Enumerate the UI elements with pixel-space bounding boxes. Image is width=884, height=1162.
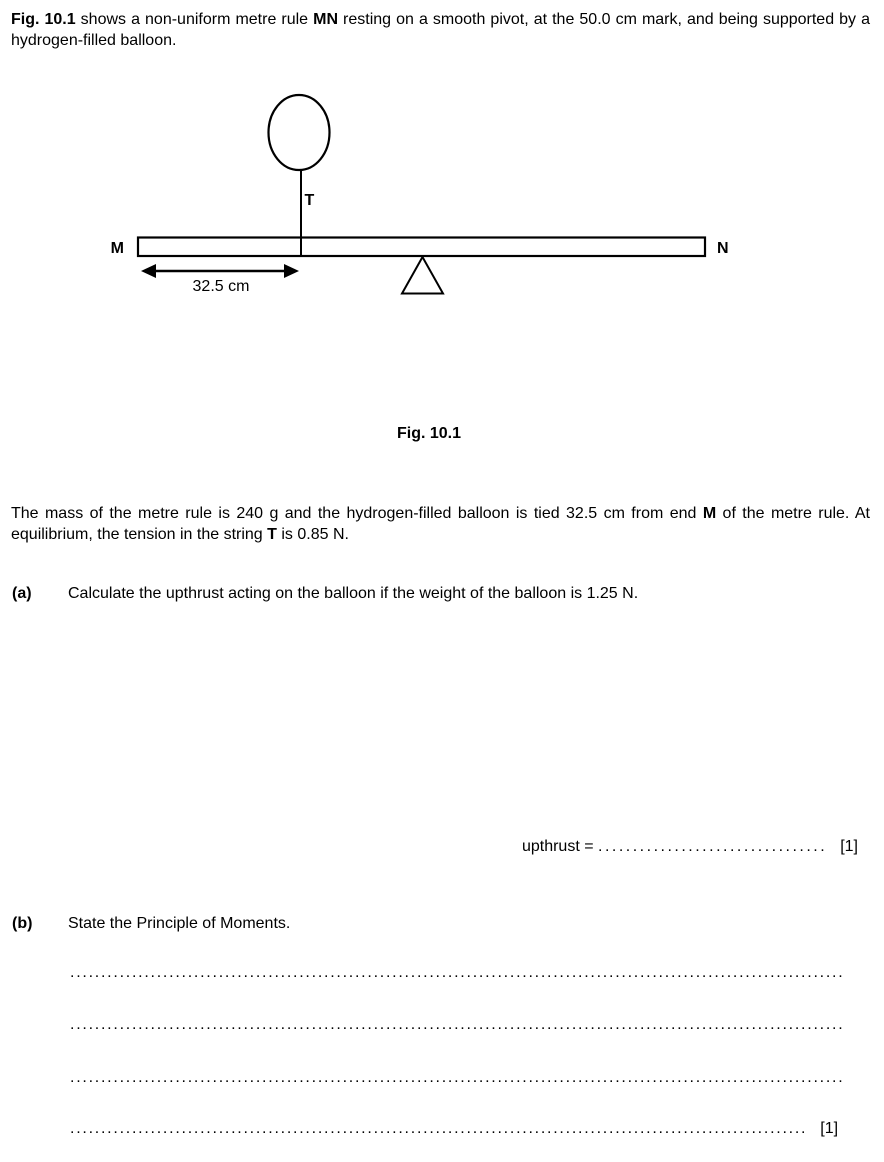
end-n-label: N bbox=[717, 240, 729, 257]
question-a-text: Calculate the upthrust acting on the balloon if the weight of the balloon is 1.25 N. bbox=[68, 585, 639, 602]
end-m-label: M bbox=[110, 240, 124, 257]
details-text-3: is 0.85 N. bbox=[276, 525, 349, 543]
question-b-mark: [1] bbox=[820, 1120, 839, 1137]
answer-line-2-dots: ............................................................................................................................. bbox=[70, 1016, 845, 1033]
intro-text-2: resting on a smooth pivot, at the 50.0 cm mark, and being supported by a hydrogen-filled balloon. bbox=[11, 11, 870, 49]
rule-name: MN bbox=[313, 11, 338, 28]
intro-text-1: shows a non-uniform metre rule bbox=[75, 11, 314, 28]
end-m-reference: M bbox=[702, 505, 717, 522]
answer-line-4 bbox=[70, 1119, 838, 1140]
details-text-1: The mass of the metre rule is 240 g and the hydrogen-filled balloon is tied 32.5 cm from end bbox=[11, 505, 703, 522]
answer-line-1-dots: ............................................................................................................................. bbox=[70, 964, 845, 981]
answer-line-3 bbox=[70, 1068, 844, 1089]
distance-arrowhead-left bbox=[141, 264, 156, 278]
question-b-text: State the Principle of Moments. bbox=[68, 915, 291, 932]
details-paragraph bbox=[11, 504, 870, 545]
figure-reference: Fig. 10.1 bbox=[11, 11, 76, 28]
question-a-mark: [1] bbox=[840, 838, 858, 855]
upthrust-answer-dots: ................................. bbox=[598, 838, 828, 855]
tension-label: T bbox=[304, 192, 315, 209]
question-a-label: (a) bbox=[12, 585, 32, 602]
upthrust-answer-prefix: upthrust = bbox=[521, 838, 598, 855]
details-text-2: of the metre rule. At equilibrium, the tension in the string bbox=[11, 505, 871, 543]
balloon-ellipse bbox=[269, 95, 330, 170]
upthrust-answer-field bbox=[522, 837, 858, 858]
answer-line-3-dots: ............................................................................................................................. bbox=[70, 1069, 845, 1086]
figure-10-1-diagram bbox=[0, 85, 884, 300]
figure-caption: Fig. 10.1 bbox=[396, 425, 462, 442]
pivot-triangle bbox=[402, 257, 443, 294]
question-b-label: (b) bbox=[12, 915, 33, 932]
intro-paragraph bbox=[11, 10, 870, 51]
answer-line-1 bbox=[70, 963, 844, 984]
answer-line-2 bbox=[70, 1015, 844, 1036]
answer-line-4-dots: ....................................................................................................................... bbox=[70, 1120, 808, 1137]
metre-rule bbox=[138, 238, 705, 257]
distance-arrowhead-right bbox=[284, 264, 299, 278]
distance-label: 32.5 cm bbox=[192, 278, 250, 295]
tension-reference: T bbox=[267, 525, 277, 543]
